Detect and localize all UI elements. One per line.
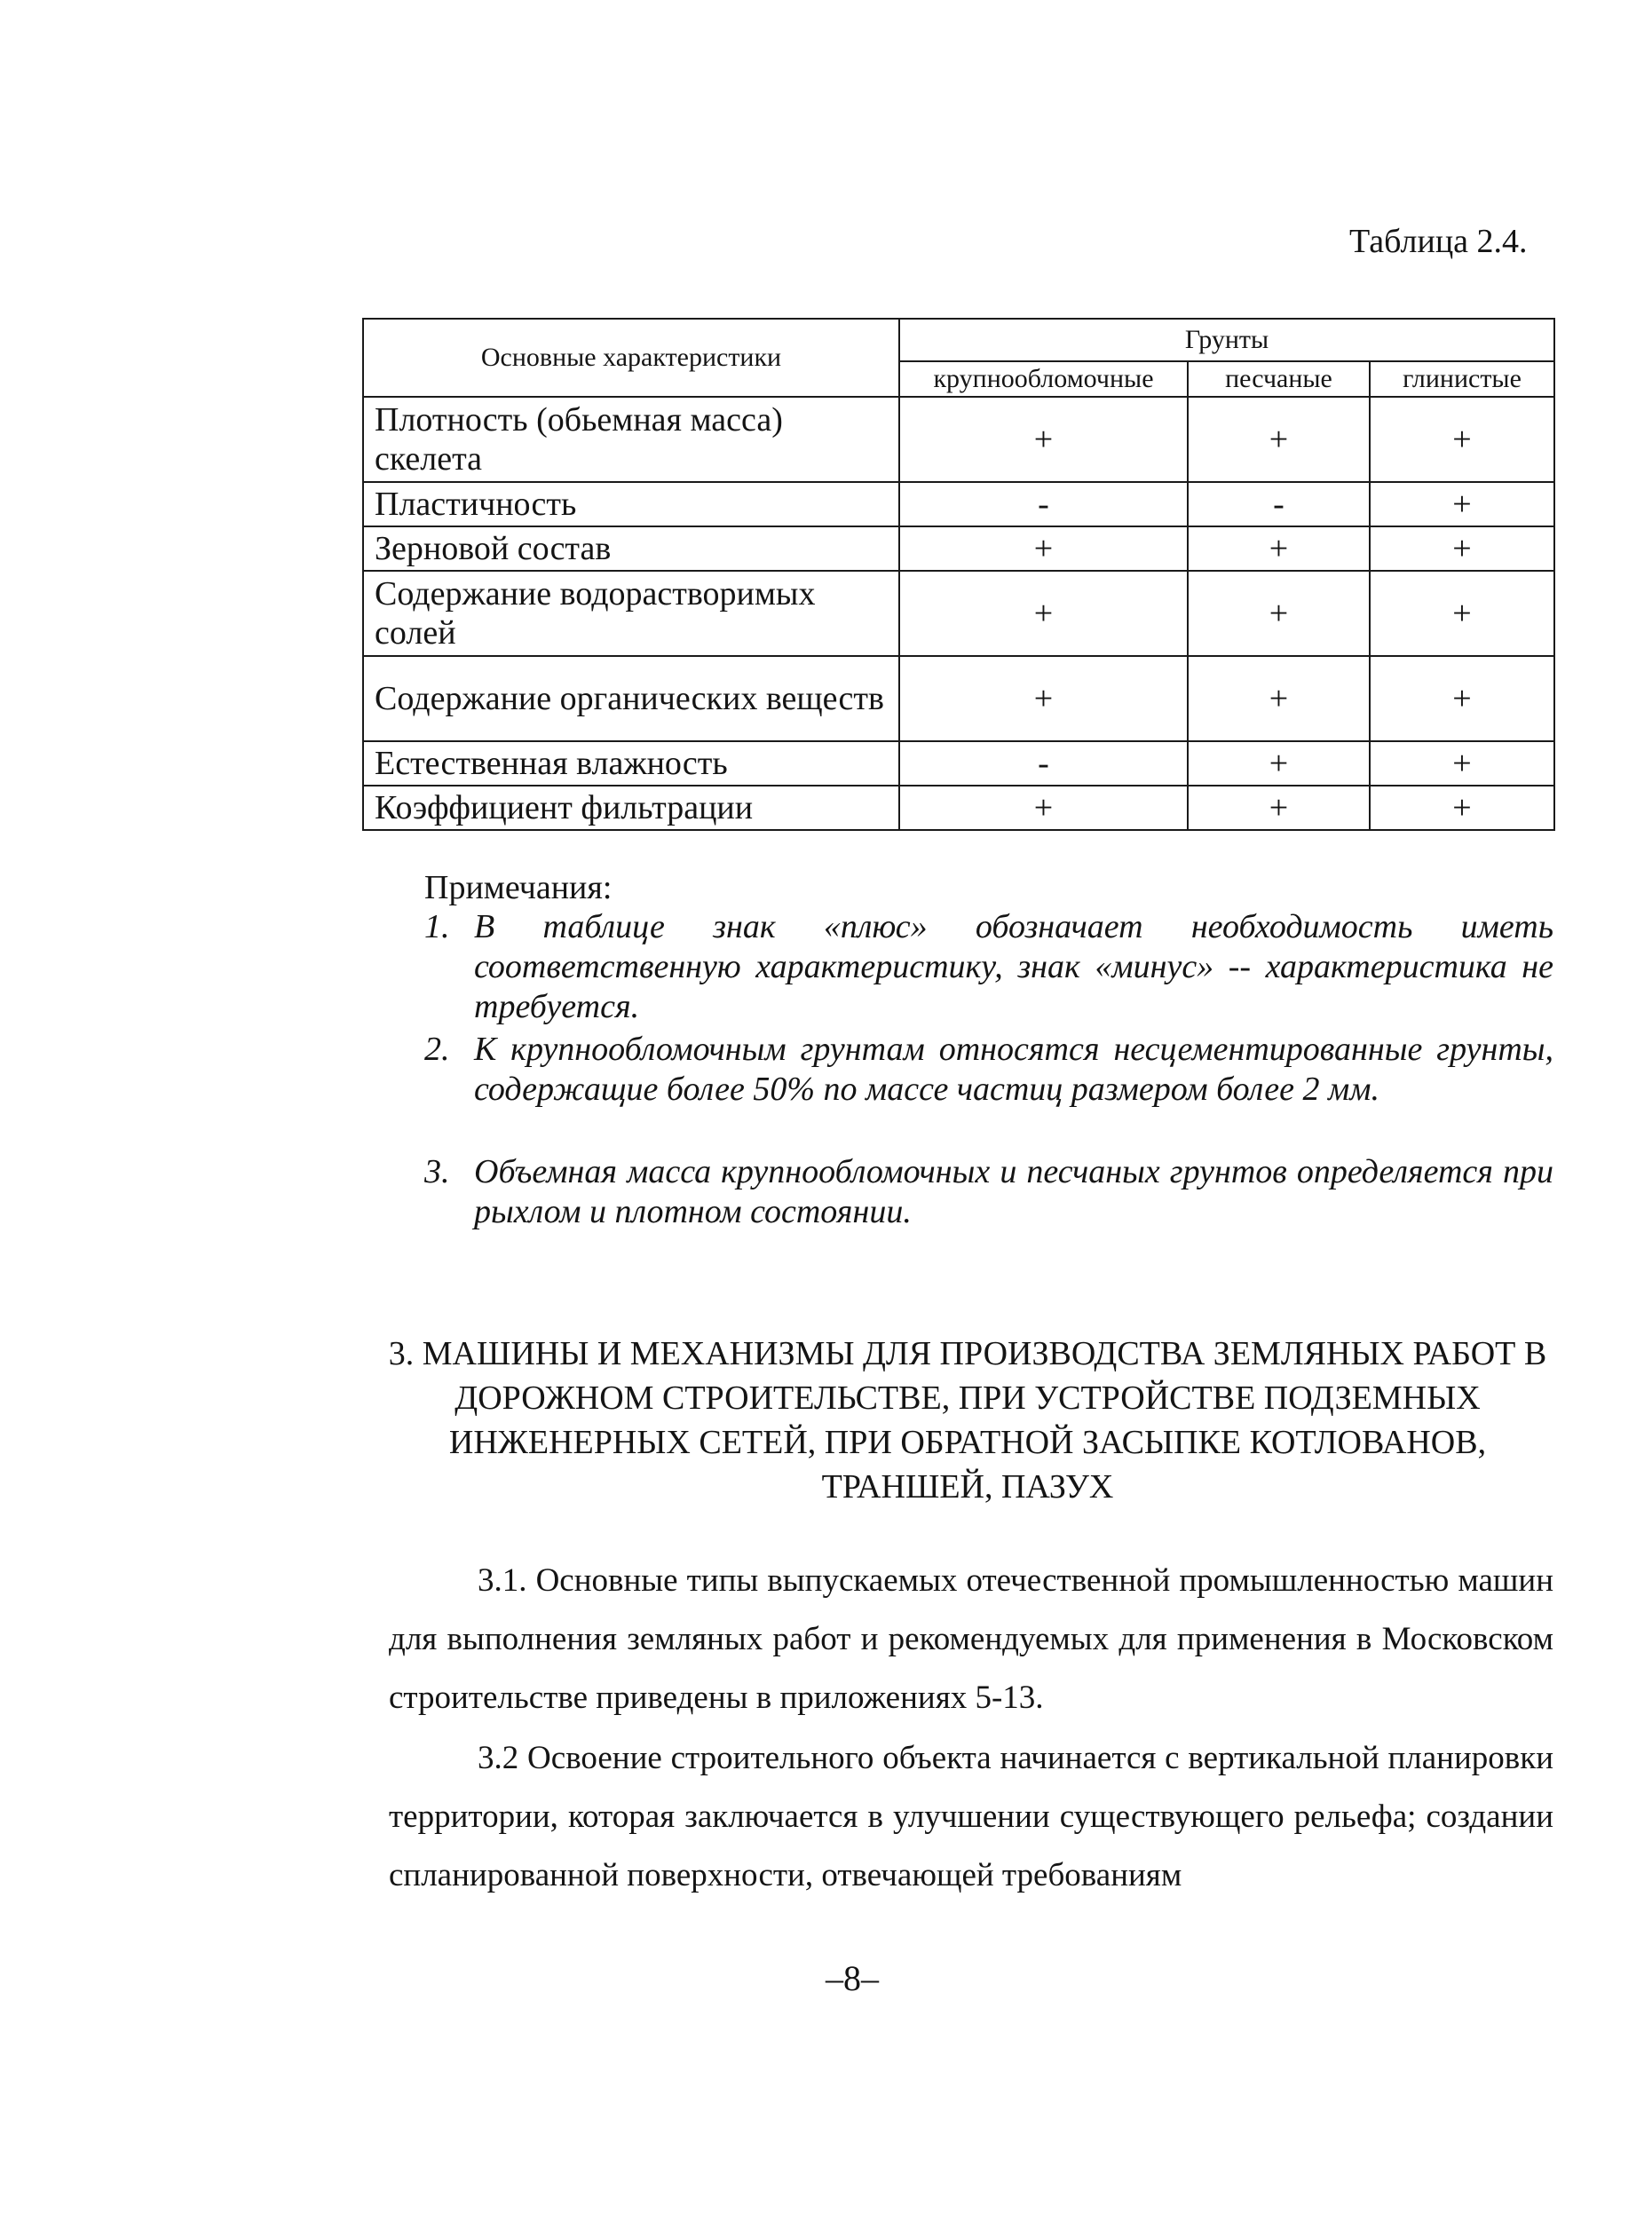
note-text: К крупнообломочным грунтам относятся несцементированные грунты, содержащие более 50% по массе частиц размером более 2 мм. (474, 1031, 1553, 1108)
header-characteristics: Основные характеристики (363, 319, 899, 397)
note-item (424, 907, 1553, 1027)
cell-coarse: + (899, 656, 1188, 741)
row-label: Содержание органических веществ (363, 656, 899, 741)
row-label: Содержание водорастворимых солей (363, 571, 899, 656)
notes-title: Примечания: (424, 869, 613, 906)
note-number: 2. (424, 1031, 450, 1068)
header-col-sandy: песчаные (1188, 361, 1370, 397)
cell-clay: + (1370, 786, 1554, 830)
cell-coarse: + (899, 526, 1188, 571)
row-label: Естественная влажность (363, 741, 899, 786)
note-text: В таблице знак «плюс» обозначает необходимость иметь соответственную характеристику, знак «минус» -- характеристика не требуется. (474, 908, 1553, 1025)
cell-sandy: + (1188, 656, 1370, 741)
cell-coarse: - (899, 482, 1188, 526)
soil-characteristics-table (362, 318, 1555, 831)
cell-coarse: + (899, 397, 1188, 482)
cell-clay: + (1370, 571, 1554, 656)
table-row (363, 741, 1554, 786)
table-row (363, 526, 1554, 571)
table-row (363, 786, 1554, 830)
note-number: 1. (424, 908, 450, 945)
section-heading: 3. МАШИНЫ И МЕХАНИЗМЫ ДЛЯ ПРОИЗВОДСТВА ЗЕМЛЯНЫХ РАБОТ В ДОРОЖНОМ СТРОИТЕЛЬСТВЕ, ПРИ УСТРОЙСТВЕ ПОДЗЕМНЫХ ИНЖЕНЕРНЫХ СЕТЕЙ, ПРИ ОБРАТНОЙ ЗАСЫПКЕ КОТЛОВАНОВ, ТРАНШЕЙ, ПАЗУХ (388, 1335, 1547, 1506)
header-col-clay: глинистые (1370, 361, 1554, 397)
note-item (424, 1152, 1553, 1232)
table-caption: Таблица 2.4. (1349, 223, 1528, 260)
cell-clay: + (1370, 526, 1554, 571)
table-row (363, 656, 1554, 741)
cell-clay: + (1370, 482, 1554, 526)
cell-sandy: + (1188, 526, 1370, 571)
note-text: Объемная масса крупнообломочных и песчаных грунтов определяется при рыхлом и плотном состоянии. (474, 1153, 1553, 1230)
row-label: Коэффициент фильтрации (363, 786, 899, 830)
cell-sandy: - (1188, 482, 1370, 526)
cell-sandy: + (1188, 397, 1370, 482)
table-row (363, 482, 1554, 526)
paragraph-3-2: 3.2 Освоение строительного объекта начинается с вертикальной планировки территории, которая заключается в улучшении существующего рельефа; создании спланированной поверхности, отвечающей требованиям (389, 1740, 1553, 1893)
cell-coarse: + (899, 786, 1188, 830)
cell-coarse: - (899, 741, 1188, 786)
note-item (424, 1030, 1553, 1110)
cell-clay: + (1370, 397, 1554, 482)
row-label: Пластичность (363, 482, 899, 526)
page-number: –8– (826, 1958, 879, 1998)
cell-clay: + (1370, 741, 1554, 786)
paragraph-3-1: 3.1. Основные типы выпускаемых отечественной промышленностью машин для выполнения земляных работ и рекомендуемых для применения в Московском строительстве приведены в приложениях 5-13. (389, 1562, 1553, 1716)
row-label: Зерновой состав (363, 526, 899, 571)
table-row (363, 397, 1554, 482)
cell-sandy: + (1188, 741, 1370, 786)
table-row (363, 571, 1554, 656)
row-label: Плотность (обьемная масса) скелета (363, 397, 899, 482)
cell-sandy: + (1188, 786, 1370, 830)
cell-clay: + (1370, 656, 1554, 741)
note-number: 3. (424, 1153, 450, 1190)
header-col-coarse: крупнообломочные (899, 361, 1188, 397)
cell-sandy: + (1188, 571, 1370, 656)
header-soils-group: Грунты (899, 319, 1554, 361)
cell-coarse: + (899, 571, 1188, 656)
